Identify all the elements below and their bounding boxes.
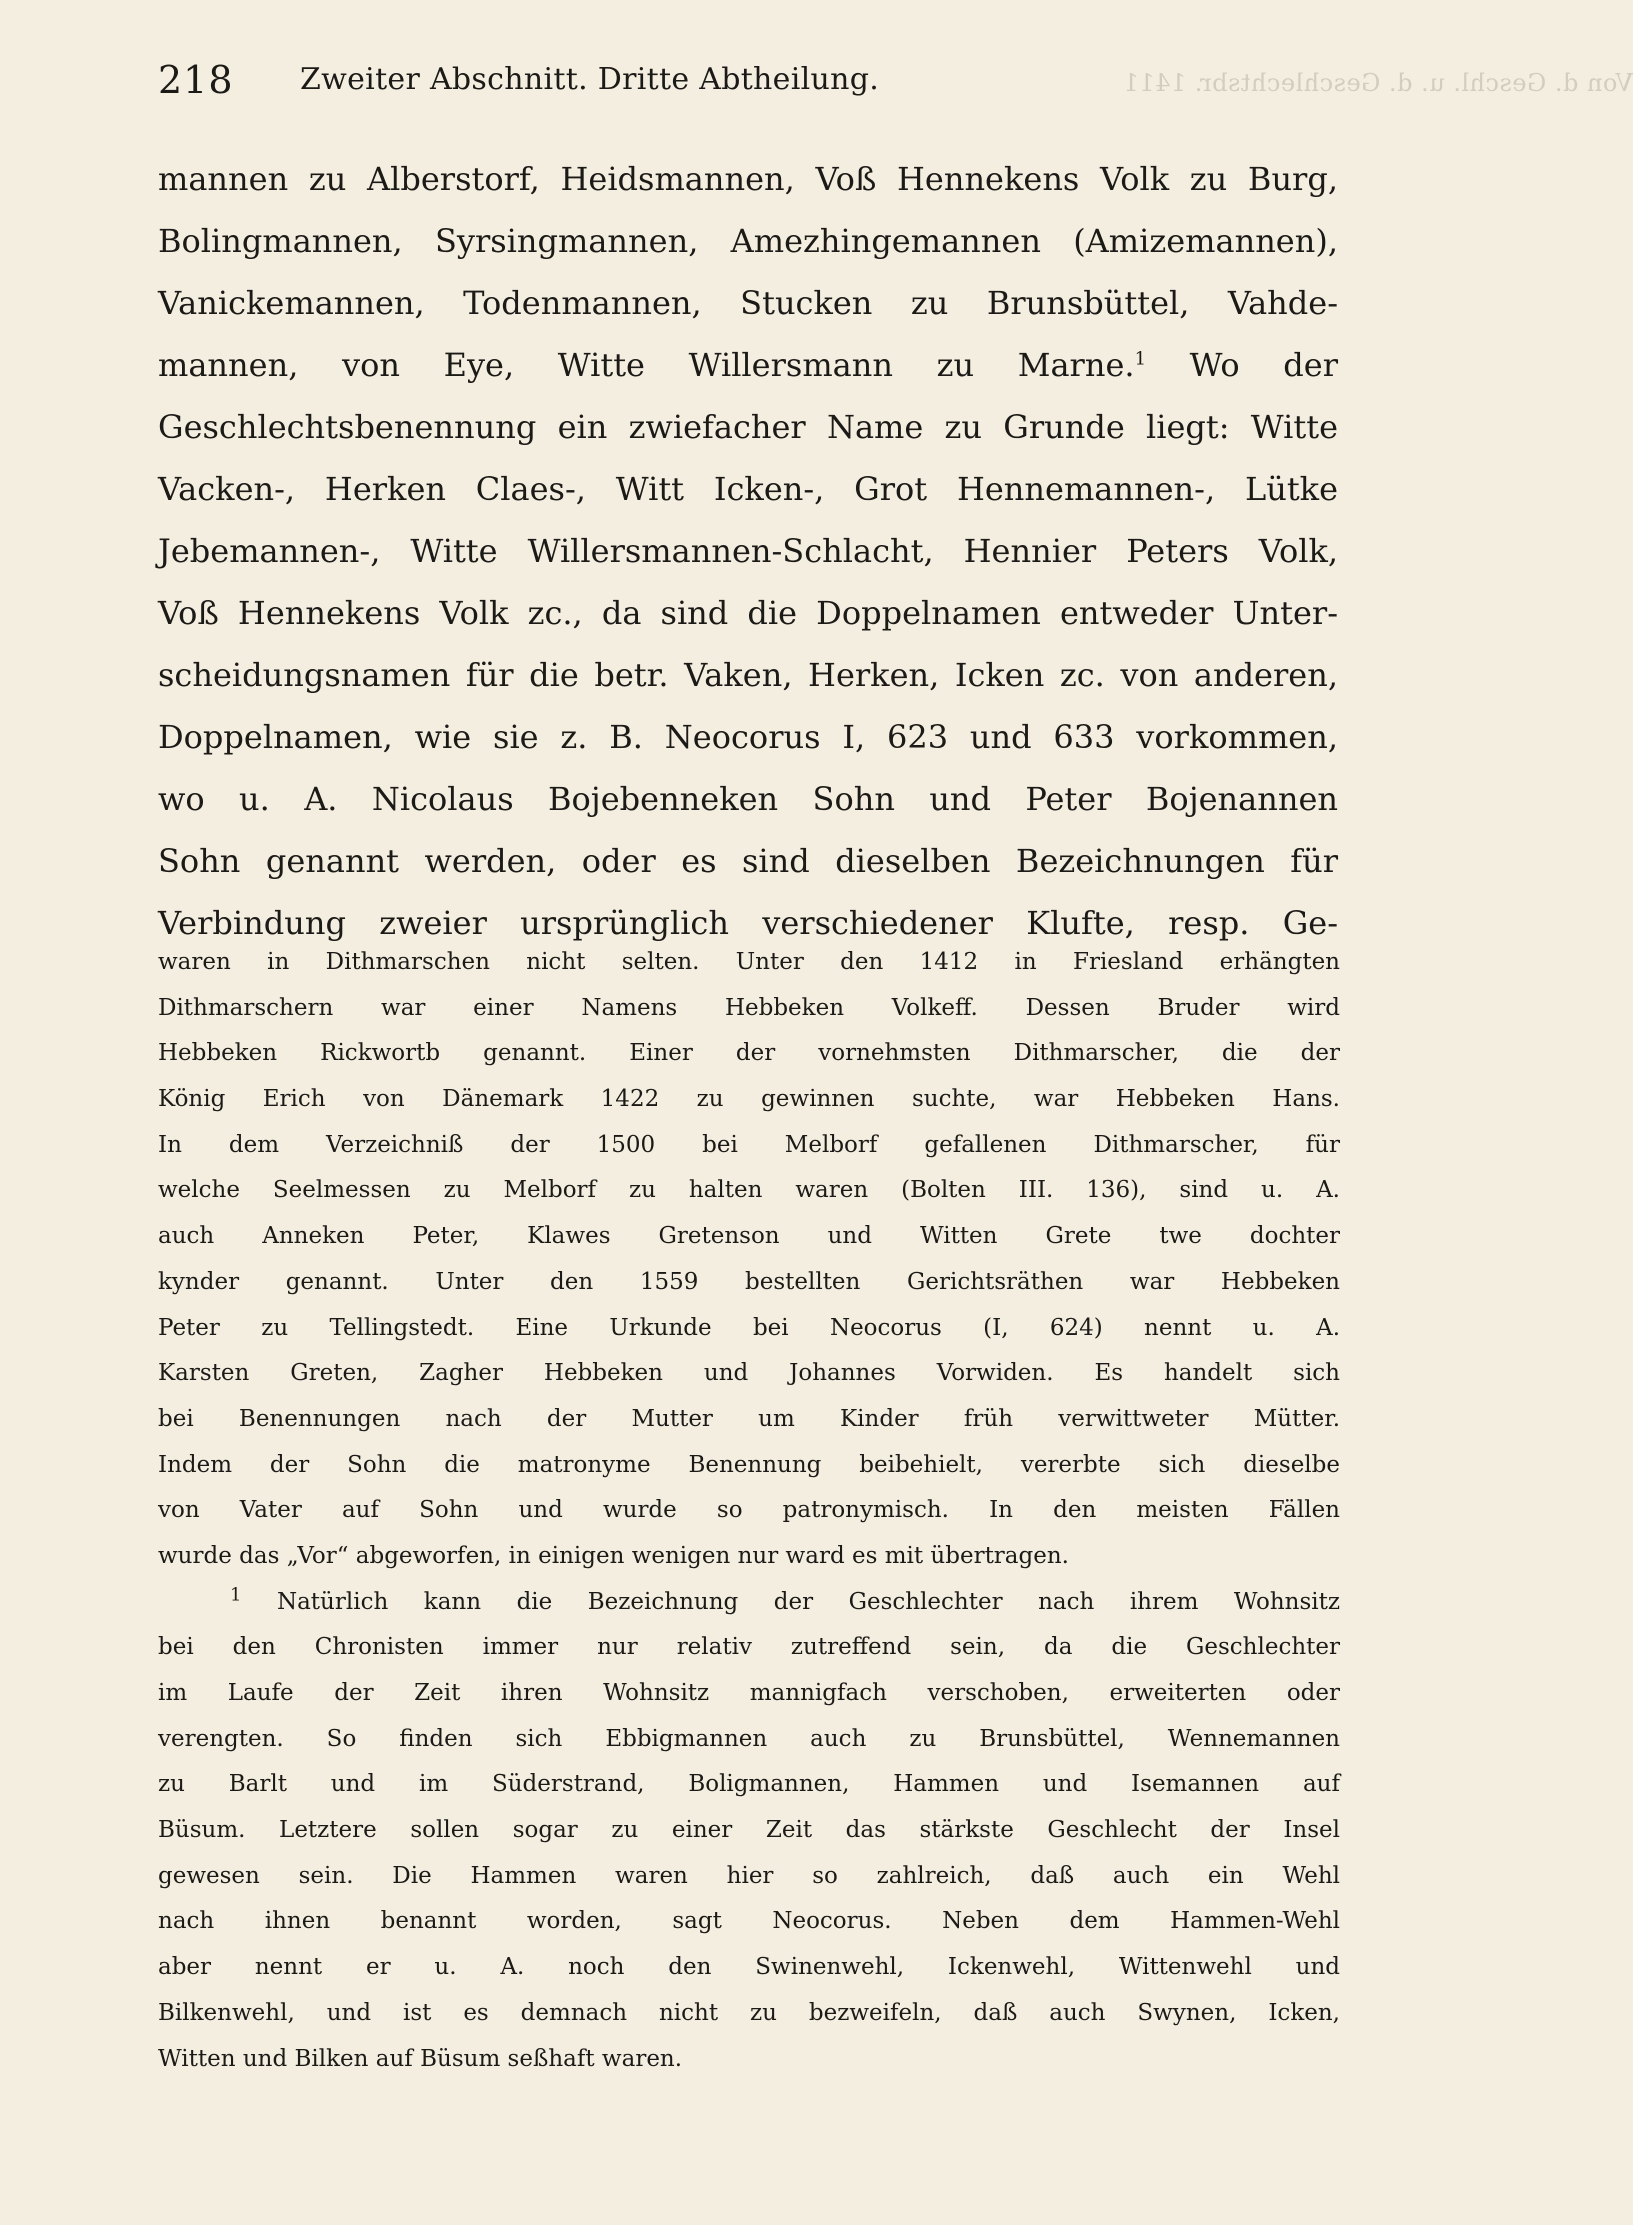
- footnote-line: bei Benennungen nach der Mutter um Kinder früh verwittweter Mütter.: [158, 1405, 1340, 1432]
- footnote-line: Witten und Bilken auf Büsum seßhaft waren.: [158, 2045, 683, 2072]
- text-line: Bolingmannen, Syrsingmannen, Amezhingemannen (Amizemannen),: [158, 222, 1338, 260]
- footnote-line: wurde das „Vor“ abgeworfen, in einigen wenigen nur ward es mit übertragen.: [158, 1542, 1069, 1569]
- main-text: [158, 148, 1338, 954]
- footnote-line: waren in Dithmarschen nicht selten. Unter den 1412 in Friesland erhängten: [158, 949, 1340, 975]
- footnote-line: Büsum. Letztere sollen sogar zu einer Zeit das stärkste Geschlecht der Insel: [158, 1817, 1340, 1844]
- footnote-line: Hebbeken Rickwortb genannt. Einer der vornehmsten Dithmarscher, die der: [158, 1040, 1340, 1067]
- text-line: Doppelnamen, wie sie z. B. Neocorus I, 623 und 633 vorkommen,: [158, 718, 1338, 756]
- text-line: Voß Hennekens Volk zc., da sind die Doppelnamen entweder Unter-: [158, 594, 1338, 632]
- footnote-line: Indem der Sohn die matronyme Benennung beibehielt, vererbte sich dieselbe: [158, 1451, 1340, 1478]
- text-line: Jebemannen-, Witte Willersmannen-Schlacht, Hennier Peters Volk,: [158, 532, 1338, 570]
- footnote-line: aber nennt er u. A. noch den Swinenwehl, Ickenwehl, Wittenwehl und: [158, 1954, 1340, 1981]
- page-number: 218: [158, 58, 234, 102]
- text-line: mannen zu Alberstorf, Heidsmannen, Voß Hennekens Volk zu Burg,: [158, 160, 1338, 198]
- bleed-through-line: Von d. Geschl. u. d. Geschlechtsbr. 1411: [1123, 69, 1633, 97]
- footnote-line: König Erich von Dänemark 1422 zu gewinnen suchte, war Hebbeken Hans.: [158, 1086, 1340, 1113]
- footnote-1-text: Natürlich kann die Bezeichnung der Geschlechter nach ihrem Wohnsitz: [276, 1588, 1340, 1615]
- text-line: scheidungsnamen für die betr. Vaken, Herken, Icken zc. von anderen,: [158, 656, 1338, 694]
- footnote-line: gewesen sein. Die Hammen waren hier so zahlreich, daß auch ein Wehl: [158, 1862, 1340, 1889]
- page-header: [158, 58, 1298, 108]
- text-line: Sohn genannt werden, oder es sind dieselben Bezeichnungen für: [158, 842, 1338, 880]
- running-head: Zweiter Abschnitt. Dritte Abtheilung.: [300, 62, 880, 97]
- footnote-line: verengten. So finden sich Ebbigmannen auch zu Brunsbüttel, Wennemannen: [158, 1725, 1340, 1752]
- text-line: wo u. A. Nicolaus Bojebenneken Sohn und Peter Bojenannen: [158, 780, 1338, 818]
- text-line: Verbindung zweier ursprünglich verschiedener Klufte, resp. Ge-: [158, 904, 1338, 942]
- text-line: Vacken-, Herken Claes-, Witt Icken-, Grot Hennemannen-, Lütke: [158, 470, 1338, 508]
- footnote-line: Bilkenwehl, und ist es demnach nicht zu bezweifeln, daß auch Swynen, Icken,: [158, 1999, 1340, 2026]
- footnote-line: Peter zu Tellingstedt. Eine Urkunde bei Neocorus (I, 624) nennt u. A.: [158, 1314, 1340, 1341]
- footnote-ref-1[interactable]: 1: [1134, 348, 1147, 370]
- footnote-line: im Laufe der Zeit ihren Wohnsitz mannigfach verschoben, erweiterten oder: [158, 1680, 1340, 1706]
- footnote-line: kynder genannt. Unter den 1559 bestellten Gerichtsräthen war Hebbeken: [158, 1268, 1340, 1295]
- text-line-with-footnote-ref: [158, 334, 1338, 396]
- footnote-line: welche Seelmessen zu Melborf zu halten waren (Bolten III. 136), sind u. A.: [158, 1177, 1340, 1204]
- footnote-line: In dem Verzeichniß der 1500 bei Melborf gefallenen Dithmarscher, für: [158, 1131, 1340, 1158]
- footnote-line: Karsten Greten, Zagher Hebbeken und Johannes Vorwiden. Es handelt sich: [158, 1360, 1340, 1387]
- footnote-line: Dithmarschern war einer Namens Hebbeken Volkeff. Dessen Bruder wird: [158, 994, 1340, 1021]
- footnote-line: auch Anneken Peter, Klawes Gretenson und Witten Grete twe dochter: [158, 1223, 1340, 1250]
- footnote-1-first-line: [158, 1580, 1340, 1626]
- footnote-line: zu Barlt und im Süderstrand, Boligmannen, Hammen und Isemannen auf: [158, 1771, 1340, 1798]
- text-line-body: mannen, von Eye, Witte Willersmann zu Marne.: [158, 346, 1135, 384]
- text-line: Vanickemannen, Todenmannen, Stucken zu Brunsbüttel, Vahde-: [158, 284, 1338, 322]
- footnote-line: von Vater auf Sohn und wurde so patronymisch. In den meisten Fällen: [158, 1497, 1340, 1524]
- footnote-line: bei den Chronisten immer nur relativ zutreffend sein, da die Geschlechter: [158, 1634, 1340, 1661]
- footnote-1-marker: 1: [230, 1583, 242, 1605]
- text-line-tail: Wo der: [1189, 346, 1339, 384]
- footnote-line: nach ihnen benannt worden, sagt Neocorus. Neben dem Hammen-Wehl: [158, 1908, 1340, 1935]
- footnotes: [158, 940, 1340, 2082]
- text-line: Geschlechtsbenennung ein zwiefacher Name zu Grunde liegt: Witte: [158, 408, 1338, 446]
